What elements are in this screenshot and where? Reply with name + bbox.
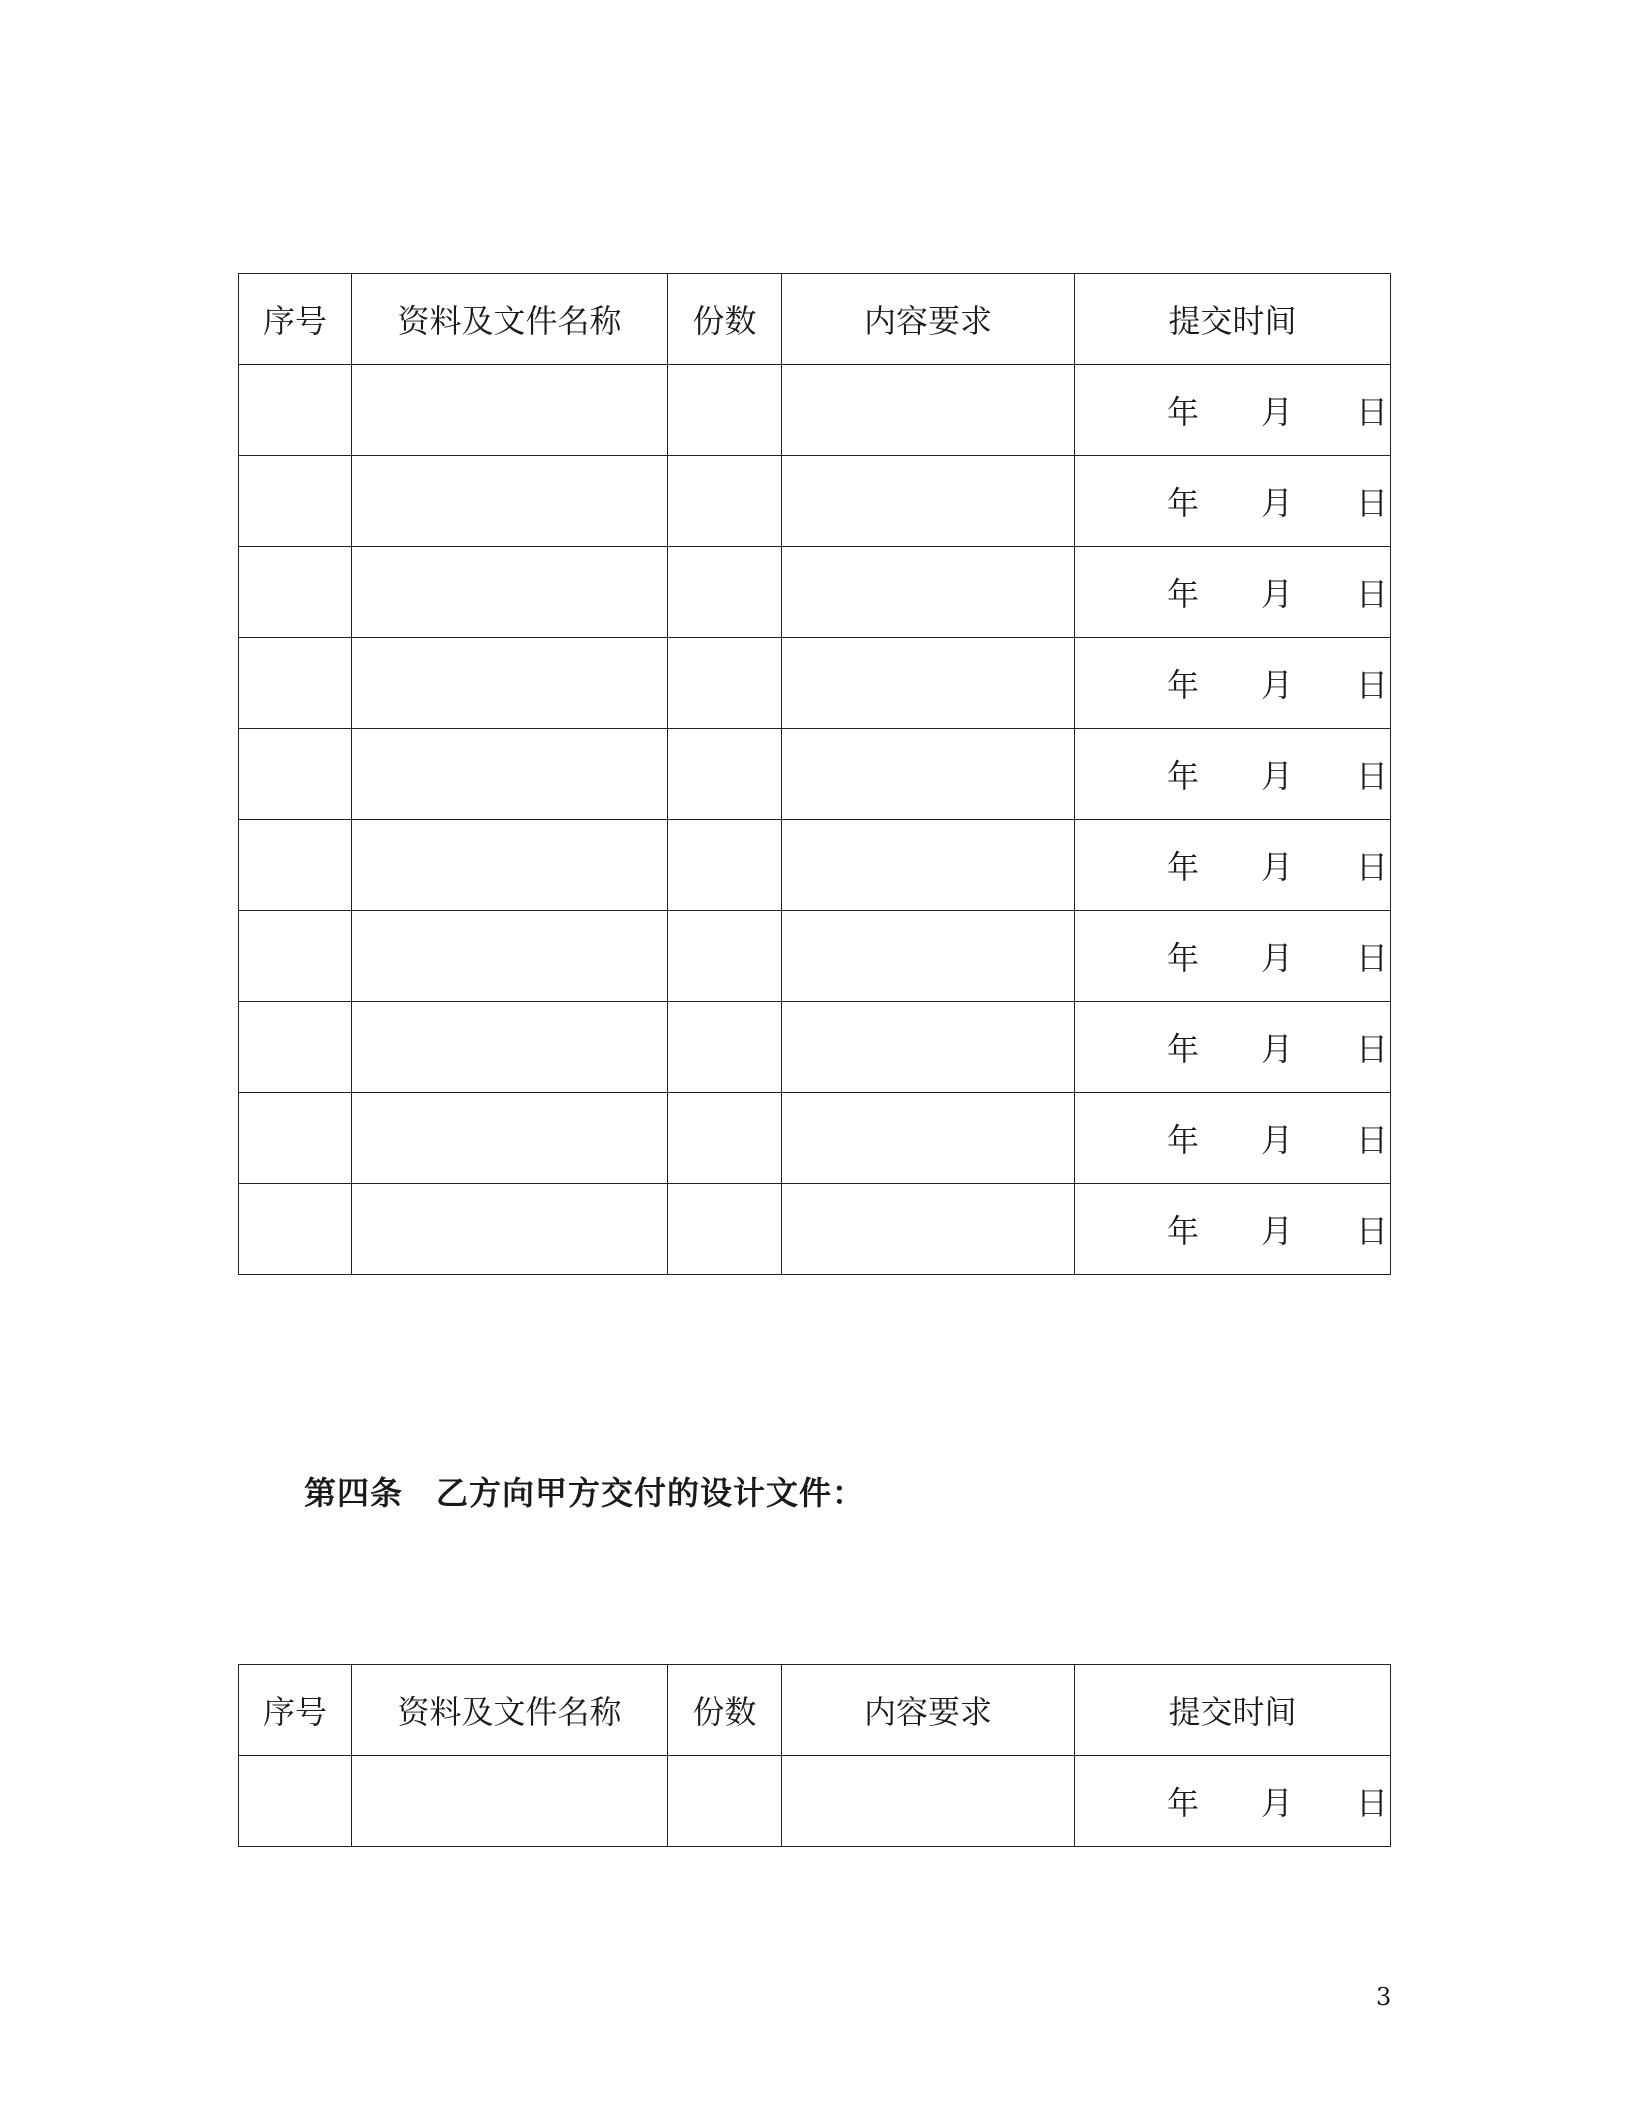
date-day-label: 日 [1355,848,1388,886]
date-day-label: 日 [1355,1030,1388,1068]
cell-doc-name [352,911,668,1002]
date-year-label: 年 [1167,666,1200,704]
cell-doc-name [352,1184,668,1275]
table-row [239,638,1391,729]
cell-copies [668,729,782,820]
date-month-label: 月 [1261,1212,1294,1250]
date-day-label: 日 [1355,484,1388,522]
cell-submit-date [1075,365,1391,456]
date-month-label: 月 [1261,575,1294,613]
date-year-label: 年 [1167,1030,1200,1068]
cell-seq [239,820,352,911]
cell-seq [239,365,352,456]
table-header-row [239,1665,1391,1756]
date-month-label: 月 [1261,1121,1294,1159]
cell-seq [239,911,352,1002]
table-row [239,729,1391,820]
table-row [239,1002,1391,1093]
date-year-label: 年 [1167,757,1200,795]
cell-copies [668,1093,782,1184]
table-row [239,1756,1391,1847]
cell-seq [239,456,352,547]
date-month-label: 月 [1261,393,1294,431]
table-header-row [239,274,1391,365]
cell-requirements [782,547,1075,638]
cell-submit-date [1075,820,1391,911]
cell-copies [668,820,782,911]
date-day-label: 日 [1355,1212,1388,1250]
cell-doc-name [352,456,668,547]
cell-copies [668,1756,782,1847]
date-month-label: 月 [1261,1030,1294,1068]
cell-seq [239,547,352,638]
cell-doc-name [352,1756,668,1847]
cell-copies [668,1002,782,1093]
date-month-label: 月 [1261,848,1294,886]
cell-seq [239,1184,352,1275]
date-day-label: 日 [1355,393,1388,431]
header-requirements: 内容要求 [782,274,1075,365]
cell-submit-date [1075,1756,1391,1847]
date-year-label: 年 [1167,1212,1200,1250]
cell-submit-date [1075,638,1391,729]
cell-doc-name [352,1093,668,1184]
header-requirements: 内容要求 [782,1665,1075,1756]
date-year-label: 年 [1167,848,1200,886]
header-seq: 序号 [239,1665,352,1756]
header-copies: 份数 [668,274,782,365]
date-year-label: 年 [1167,575,1200,613]
date-year-label: 年 [1167,484,1200,522]
cell-submit-date [1075,456,1391,547]
cell-requirements [782,820,1075,911]
date-day-label: 日 [1355,666,1388,704]
design-files-table [238,1664,1391,1847]
cell-submit-date [1075,1093,1391,1184]
cell-requirements [782,1093,1075,1184]
cell-doc-name [352,820,668,911]
date-month-label: 月 [1261,939,1294,977]
page-number: 3 [1376,1983,1392,2011]
cell-seq [239,638,352,729]
table-row [239,820,1391,911]
date-month-label: 月 [1261,666,1294,704]
cell-requirements [782,911,1075,1002]
header-submit-time: 提交时间 [1075,1665,1391,1756]
cell-copies [668,365,782,456]
section-heading: 第四条 乙方向甲方交付的设计文件： [304,1474,866,1512]
materials-table [238,273,1391,1275]
cell-copies [668,456,782,547]
date-year-label: 年 [1167,393,1200,431]
table-row [239,1184,1391,1275]
header-submit-time: 提交时间 [1075,274,1391,365]
header-copies: 份数 [668,1665,782,1756]
cell-doc-name [352,729,668,820]
table-row [239,456,1391,547]
cell-seq [239,1093,352,1184]
date-day-label: 日 [1355,1784,1388,1822]
cell-submit-date [1075,729,1391,820]
cell-requirements [782,456,1075,547]
cell-requirements [782,729,1075,820]
cell-doc-name [352,638,668,729]
cell-copies [668,911,782,1002]
cell-copies [668,1184,782,1275]
table-row [239,365,1391,456]
date-month-label: 月 [1261,757,1294,795]
date-month-label: 月 [1261,1784,1294,1822]
date-month-label: 月 [1261,484,1294,522]
cell-requirements [782,1184,1075,1275]
cell-requirements [782,1756,1075,1847]
cell-doc-name [352,547,668,638]
header-doc-name: 资料及文件名称 [352,274,668,365]
date-day-label: 日 [1355,939,1388,977]
cell-submit-date [1075,547,1391,638]
cell-seq [239,1756,352,1847]
date-year-label: 年 [1167,1121,1200,1159]
header-doc-name: 资料及文件名称 [352,1665,668,1756]
table-row [239,911,1391,1002]
cell-submit-date [1075,1184,1391,1275]
cell-submit-date [1075,1002,1391,1093]
date-year-label: 年 [1167,1784,1200,1822]
header-seq: 序号 [239,274,352,365]
table-row [239,1093,1391,1184]
cell-copies [668,638,782,729]
date-day-label: 日 [1355,1121,1388,1159]
cell-requirements [782,638,1075,729]
table-row [239,547,1391,638]
cell-seq [239,729,352,820]
cell-copies [668,547,782,638]
date-day-label: 日 [1355,757,1388,795]
cell-doc-name [352,1002,668,1093]
date-day-label: 日 [1355,575,1388,613]
cell-submit-date [1075,911,1391,1002]
cell-doc-name [352,365,668,456]
date-year-label: 年 [1167,939,1200,977]
cell-seq [239,1002,352,1093]
cell-requirements [782,1002,1075,1093]
cell-requirements [782,365,1075,456]
